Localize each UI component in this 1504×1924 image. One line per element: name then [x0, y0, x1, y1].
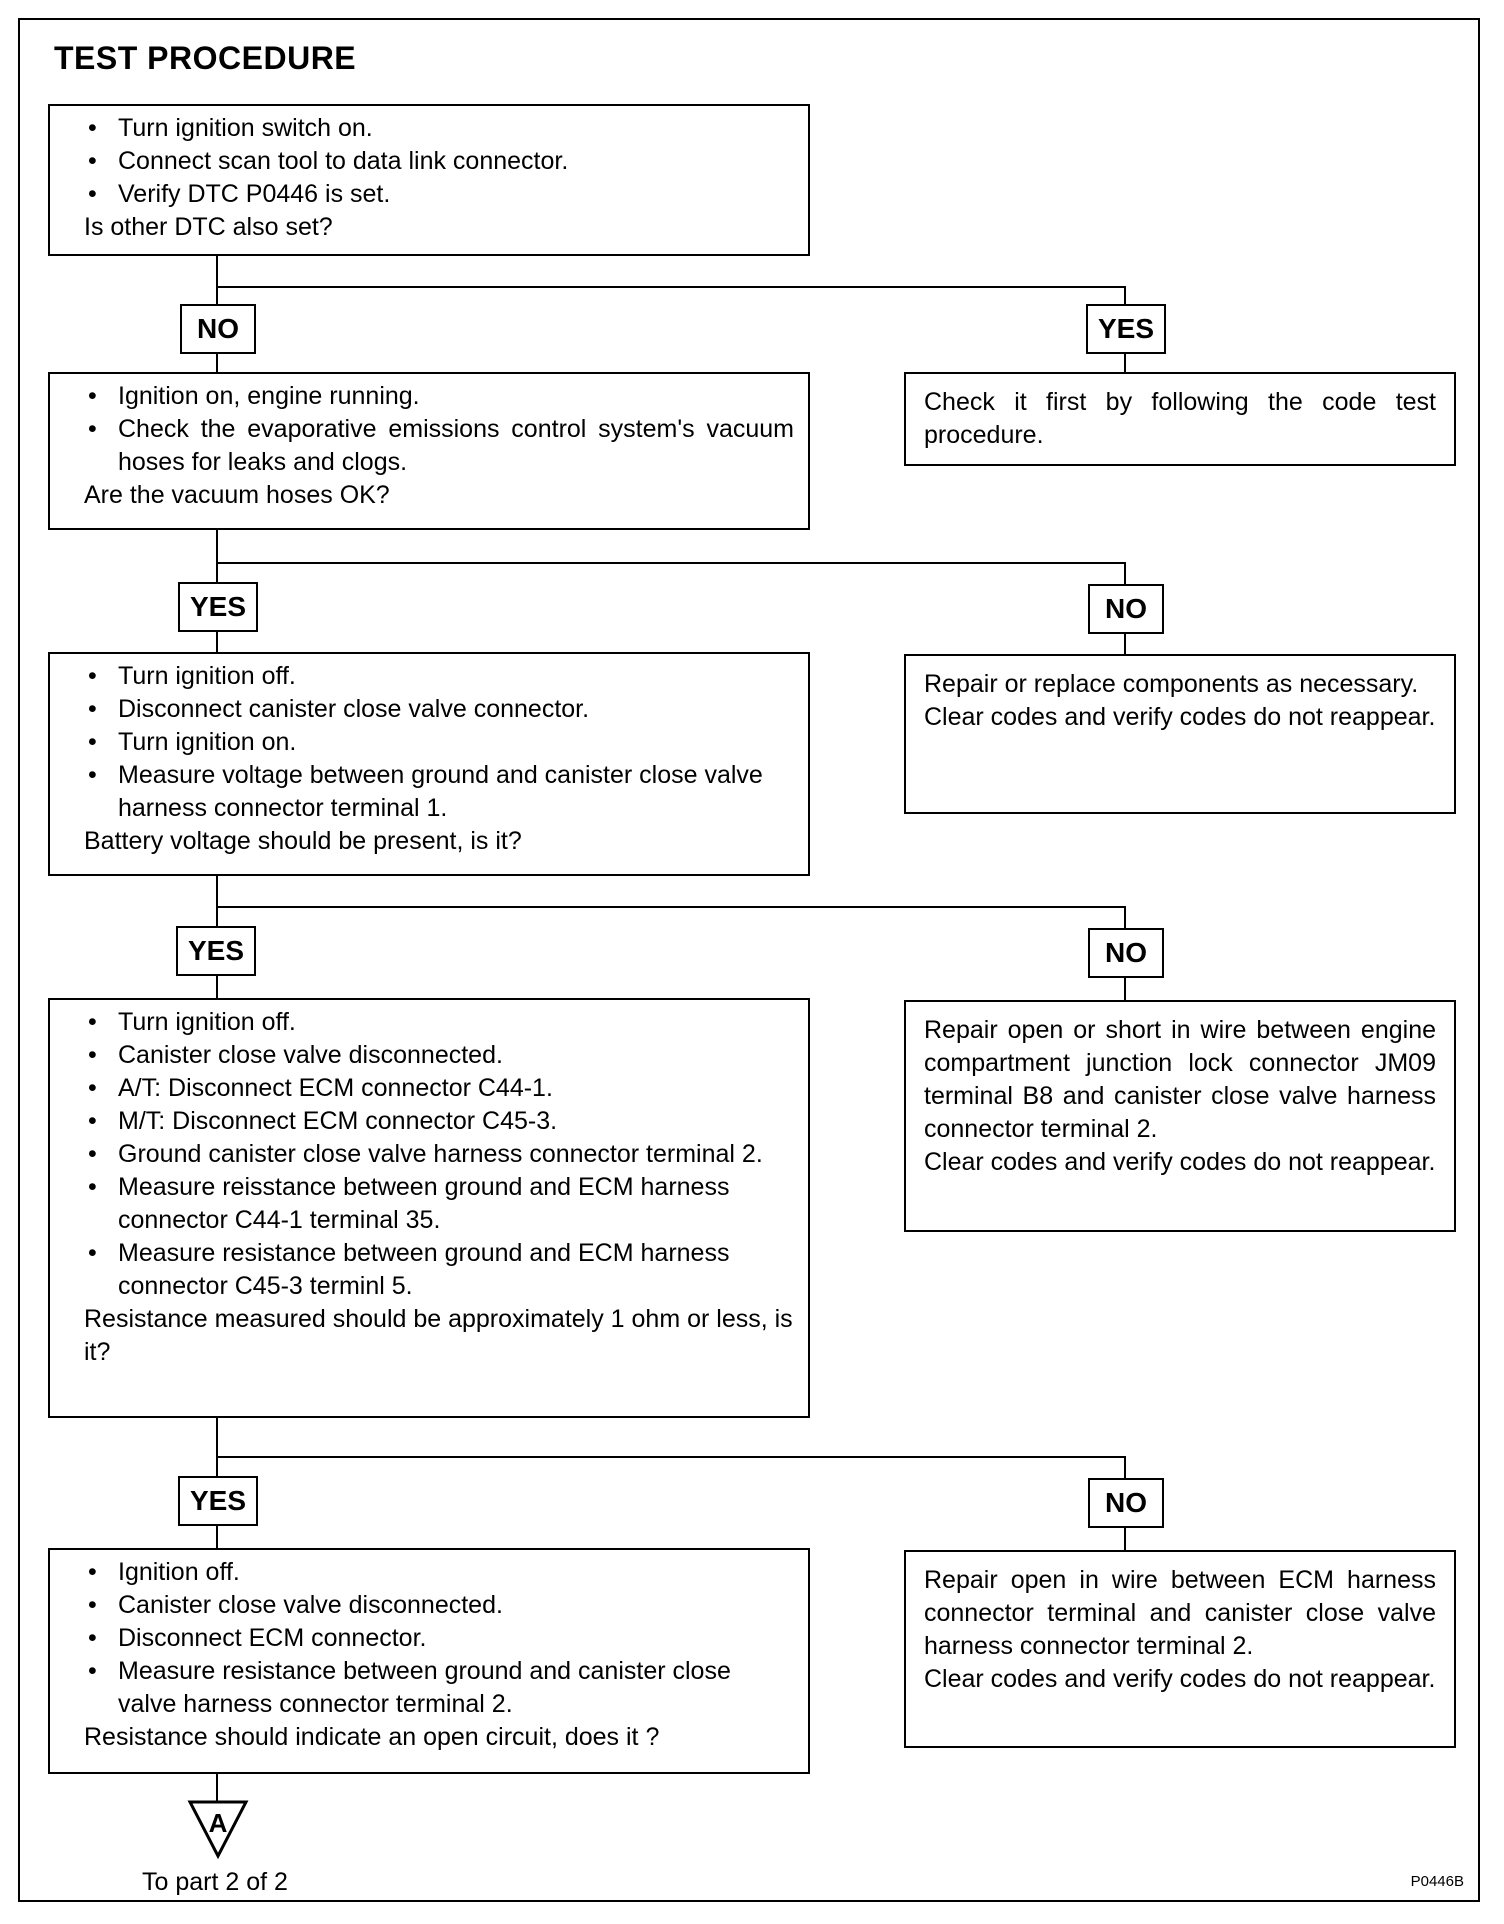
step-bullet: • Verify DTC P0446 is set. [118, 178, 794, 211]
branch-text: Check it first by following the code test procedure. [924, 388, 1436, 449]
no-label: NO [180, 304, 256, 354]
connector-letter: A [208, 1808, 228, 1838]
step-bullet: • Measure reisstance between ground and ECM harness connector C44-1 terminal 35. [118, 1171, 794, 1237]
step-bullet: • Turn ignition switch on. [118, 112, 794, 145]
step-bullet: • Canister close valve disconnected. [118, 1589, 794, 1622]
no-label: NO [1088, 1478, 1164, 1528]
step-bullet: • Turn ignition off. [118, 1006, 794, 1039]
step-bullet: • Disconnect canister close valve connector. [118, 693, 794, 726]
step-5-box [48, 1548, 810, 1774]
yes-label: YES [176, 926, 256, 976]
page-title: TEST PROCEDURE [54, 40, 357, 76]
branch-text: Clear codes and verify codes do not reappear. [924, 1665, 1436, 1693]
branch-box-3 [904, 1000, 1456, 1232]
offpage-connector-icon [186, 1798, 250, 1860]
step-bullet: • Canister close valve disconnected. [118, 1039, 794, 1072]
step-bullet: • Ignition off. [118, 1556, 794, 1589]
step-question: Battery voltage should be present, is it? [84, 827, 522, 855]
step-4-box [48, 998, 810, 1418]
connector-line [216, 1456, 1124, 1458]
connector-line [216, 286, 1124, 288]
step-bullet: • Turn ignition off. [118, 660, 794, 693]
branch-text: Clear codes and verify codes do not reappear. [924, 1148, 1436, 1176]
yes-label: YES [178, 582, 258, 632]
step-question: Is other DTC also set? [84, 213, 333, 241]
figure-code: P0446B [1410, 1873, 1464, 1890]
no-label: NO [1088, 584, 1164, 634]
connector-line [216, 906, 1124, 908]
branch-box-4 [904, 1550, 1456, 1748]
branch-text: Clear codes and verify codes do not reappear. [924, 703, 1436, 731]
step-bullet: • Check the evaporative emissions control system's vacuum hoses for leaks and clogs. [118, 413, 794, 479]
branch-text: Repair open in wire between ECM harness connector terminal and canister close valve harness connector terminal 2. [924, 1566, 1436, 1660]
yes-label: YES [1086, 304, 1166, 354]
step-bullet: • Ignition on, engine running. [118, 380, 794, 413]
step-1-box [48, 104, 810, 256]
step-question: Resistance should indicate an open circuit, does it ? [84, 1723, 660, 1751]
step-bullet: • Measure voltage between ground and canister close valve harness connector terminal 1. [118, 759, 794, 825]
step-bullet: • Disconnect ECM connector. [118, 1622, 794, 1655]
branch-text: Repair or replace components as necessary. [924, 670, 1419, 698]
step-bullet: • Ground canister close valve harness connector terminal 2. [118, 1138, 794, 1171]
yes-label: YES [178, 1476, 258, 1526]
step-bullet: • Turn ignition on. [118, 726, 794, 759]
branch-box-2 [904, 654, 1456, 814]
step-bullet: • Measure resistance between ground and ECM harness connector C45-3 terminl 5. [118, 1237, 794, 1303]
connector-caption: To part 2 of 2 [142, 1868, 288, 1896]
step-bullet: • A/T: Disconnect ECM connector C44-1. [118, 1072, 794, 1105]
step-question: Resistance measured should be approximately 1 ohm or less, is it? [84, 1305, 793, 1366]
no-label: NO [1088, 928, 1164, 978]
connector-line [216, 562, 1124, 564]
step-2-box [48, 372, 810, 530]
branch-box-1 [904, 372, 1456, 466]
step-bullet: • Connect scan tool to data link connector. [118, 145, 794, 178]
branch-text: Repair open or short in wire between engine compartment junction lock connector JM09 terminal B8 and canister close valve harness connector terminal 2. [924, 1016, 1436, 1143]
step-3-box [48, 652, 810, 876]
step-question: Are the vacuum hoses OK? [84, 481, 390, 509]
step-bullet: • Measure resistance between ground and canister close valve harness connector terminal 2. [118, 1655, 794, 1721]
step-bullet: • M/T: Disconnect ECM connector C45-3. [118, 1105, 794, 1138]
